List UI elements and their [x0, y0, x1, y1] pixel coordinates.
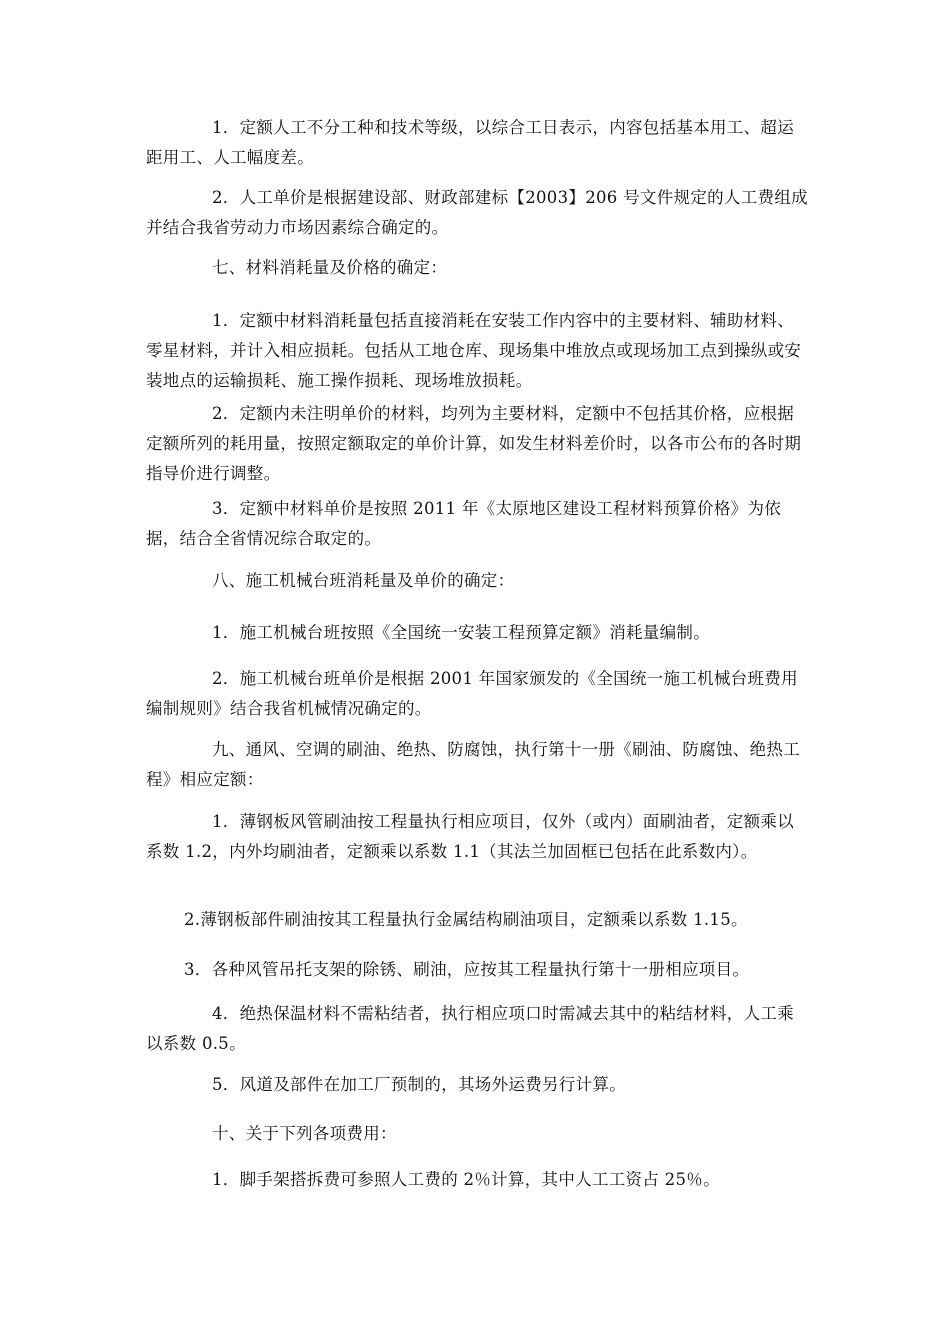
paragraph-labor-2: 2．人工单价是根据建设部、财政部建标【2003】206 号文件规定的人工费组成并结合我省劳动力市场因素综合确定的。: [146, 188, 808, 237]
paragraph-material-3: 3．定额中材料单价是按照 2011 年《太原地区建设工程材料预算价格》为依据，结合全省情况综合取定的。: [146, 499, 782, 548]
paragraph-coating-1: 1．薄钢板风管刷油按工程量执行相应项目，仅外（或内）面刷油者，定额乘以系数 1.2，内外均刷油者，定额乘以系数 1.1（其法兰加固框已包括在此系数内）。: [146, 812, 794, 861]
paragraph-coating-2: 2.薄钢板部件刷油按其工程量执行金属结构刷油项目，定额乘以系数 1.15。: [184, 910, 748, 929]
paragraph-material-1: 1．定额中材料消耗量包括直接消耗在安装工作内容中的主要材料、辅助材料、零星材料，并计入相应损耗。包括从工地仓库、现场集中堆放点或现场加工点到操纵或安装地点的运输损耗、施工操作损耗、现场堆放损耗。: [146, 311, 802, 390]
section-heading-10: 十、关于下列各项费用：: [212, 1124, 397, 1143]
paragraph-coating-3: 3．各种风管吊托支架的除锈、刷油，应按其工程量执行第十一册相应项目。: [184, 960, 750, 979]
paragraph-fees-1: 1．脚手架搭拆费可参照人工费的 2％计算，其中人工工资占 25％。: [212, 1170, 720, 1189]
paragraph-coating-5: 5．风道及部件在加工厂预制的，其场外运费另行计算。: [212, 1075, 626, 1094]
section-heading-9: 九、通风、空调的刷油、绝热、防腐蚀，执行第十一册《刷油、防腐蚀、绝热工程》相应定额：: [146, 740, 800, 789]
paragraph-machinery-1: 1．施工机械台班按照《全国统一安装工程预算定额》消耗量编制。: [212, 623, 710, 642]
paragraph-machinery-2: 2．施工机械台班单价是根据 2001 年国家颁发的《全国统一施工机械台班费用编制规则》结合我省机械情况确定的。: [146, 669, 798, 718]
section-heading-8: 八、施工机械台班消耗量及单价的确定：: [212, 571, 515, 590]
paragraph-coating-4: 4．绝热保温材料不需粘结者，执行相应项口时需减去其中的粘结材料，人工乘以系数 0.5。: [146, 1004, 794, 1053]
paragraph-labor-1: 1．定额人工不分工种和技术等级，以综合工日表示，内容包括基本用工、超运距用工、人工幅度差。: [146, 118, 794, 167]
paragraph-material-2: 2．定额内未注明单价的材料，均列为主要材料，定额中不包括其价格，应根据定额所列的耗用量，按照定额取定的单价计算，如发生材料差价时，以各市公布的各时期指导价进行调整。: [146, 404, 802, 483]
section-heading-7: 七、材料消耗量及价格的确定：: [212, 258, 448, 277]
